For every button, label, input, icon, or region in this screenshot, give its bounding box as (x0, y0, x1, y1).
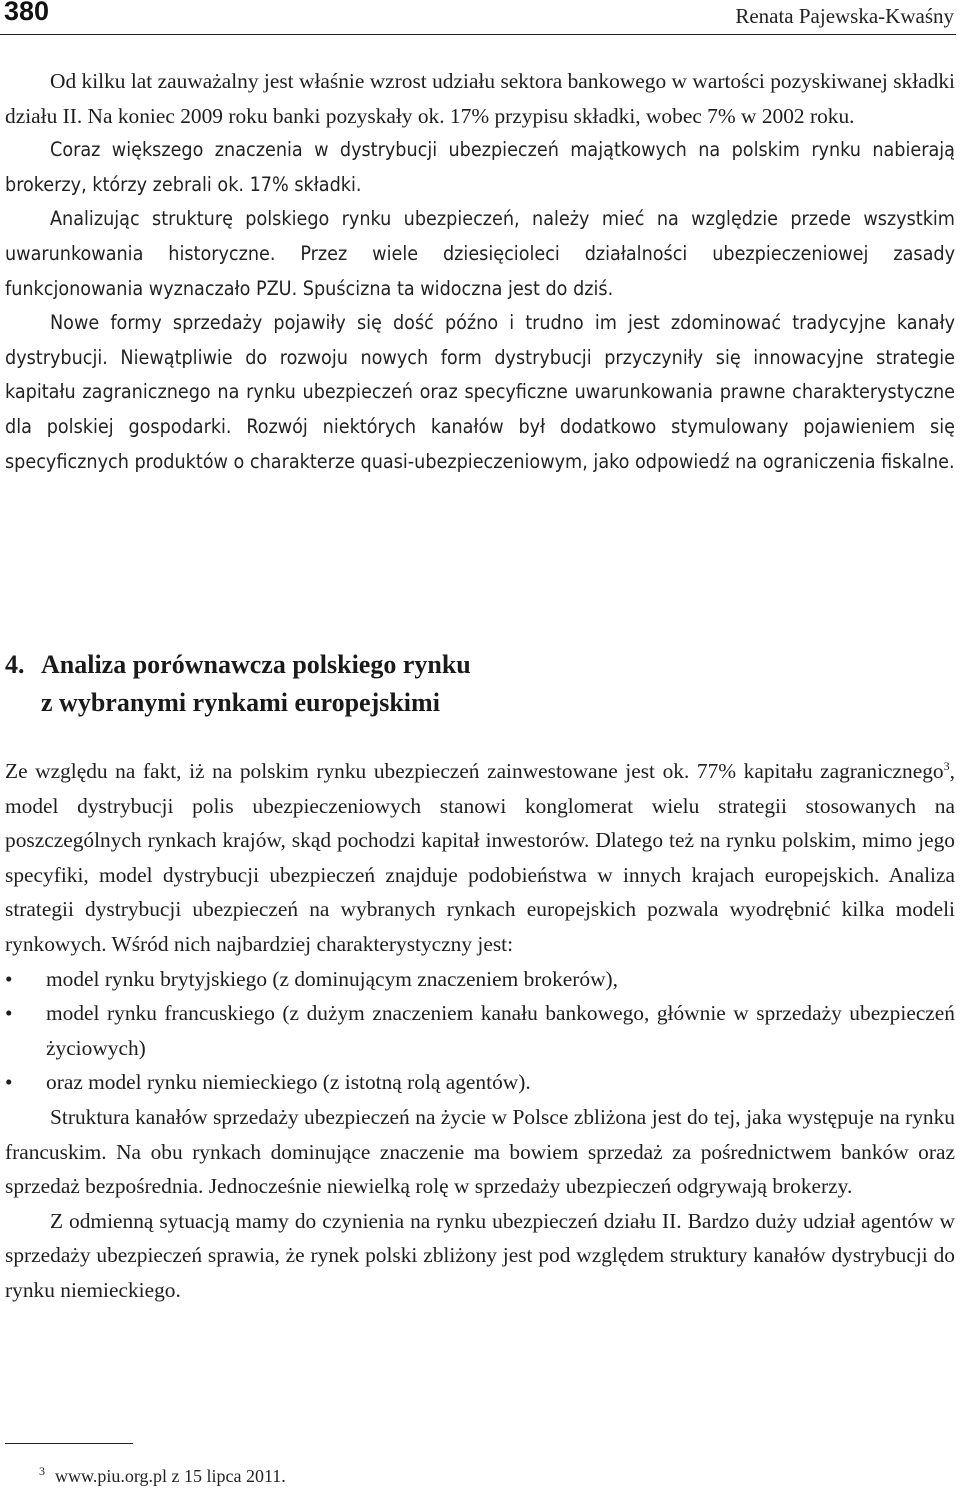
bullet-icon: • (5, 1001, 13, 1026)
list-item (5, 962, 955, 997)
bullet-icon: • (5, 1070, 13, 1095)
section-heading (5, 646, 905, 722)
market-models-list (5, 962, 955, 1100)
footnote-divider (5, 1443, 133, 1444)
paragraph-foreign-capital-part-2: , model dystrybucji polis ubezpieczeniowych stanowi konglomerat wielu strategii stosowanych na poszczególnych rynkach krajów, skąd pochodzi kapitał inwestorów. Dlatego też na rynku polskim, mimo jego specyfiki, model dystrybucji ubezpieczeń znajduje podobieństwa w innych krajach europejskich. Analiza strategii dystrybucji ubezpieczeń na wybranych rynkach europejskich pozwala wyodrębnić kilka modeli rynkowych. Wśród nich najbardziej charakterystyczny jest: (5, 759, 955, 956)
paragraph-brokers: Coraz większego znaczenia w dystrybucji ubezpieczeń majątkowych na polskim rynku nabierają brokerzy, którzy zebrali ok. 17% składki. (5, 138, 955, 196)
section-text-block (5, 754, 955, 1308)
paragraph-historical-structure: Analizując strukturę polskiego rynku ubezpieczeń, należy mieć na względzie przede wszystkim uwarunkowania historyczne. Przez wiele dziesięcioleci działalności ubezpieczeniowej zasady funkcjonowania wyznaczało PZU. Spuścizna ta widoczna jest do dziś. (5, 207, 955, 300)
intro-text-block (5, 64, 955, 479)
list-item (5, 1065, 955, 1100)
list-item (5, 996, 955, 1065)
section-number: 4. (5, 650, 25, 679)
bullet-icon: • (5, 966, 13, 991)
page-number: 380 (4, 0, 50, 26)
list-item-text: oraz model rynku niemieckiego (z istotną rolą agentów). (46, 1070, 531, 1095)
page-header (0, 0, 956, 35)
list-item-text: model rynku francuskiego (z dużym znaczeniem kanału bankowego, głównie w sprzedaży ubezpieczeń życiowych) (46, 1001, 955, 1060)
paragraph-foreign-capital (5, 754, 955, 962)
section-title-line-1: Analiza porównawcza polskiego rynku (41, 650, 471, 679)
paragraph-foreign-capital-part-1: Ze względu na fakt, iż na polskim rynku ubezpieczeń zainwestowane jest ok. 77% kapitału zagranicznego (5, 759, 944, 783)
paragraph-bank-sector: Od kilku lat zauważalny jest właśnie wzrost udziału sektora bankowego w wartości pozyskiwanej składki działu II. Na koniec 2009 roku banki pozyskały ok. 17% przypisu składki, wobec 7% w 2002 roku. (5, 69, 955, 128)
paragraph-life-insurance-structure: Struktura kanałów sprzedaży ubezpieczeń na życie w Polsce zbliżona jest do tej, jaka występuje na rynku francuskim. Na obu rynkach dominujące znaczenie ma bowiem sprzedaż za pośrednictwem banków oraz sprzedaż bezpośrednia. Jednocześnie niewielką rolę w sprzedaży ubezpieczeń odgrywają brokerzy. (5, 1104, 955, 1199)
running-head-author: Renata Pajewska-Kwaśny (735, 4, 954, 28)
section-title-line-2: z wybranymi rynkami europejskimi (41, 688, 440, 717)
list-item-text: model rynku brytyjskiego (z dominującym znaczeniem brokerów), (46, 966, 619, 991)
footnote-link-text[interactable]: www.piu.org.pl z 15 lipca 2011. (55, 1466, 286, 1486)
paragraph-new-sales-forms: Nowe formy sprzedaży pojawiły się dość późno i trudno im jest zdominować tradycyjne kanały dystrybucji. Niewątpliwie do rozwoju nowych form dystrybucji przyczyniły się innowacyjne strategie kapitału zagranicznego na rynku ubezpieczeń oraz specyficzne uwarunkowania prawne charakterystyczne dla polskiej gospodarki. Rozwój niektórych kanałów był dodatkowo stymulowany pojawieniem się specyficznych produktów o charakterze quasi-ubezpieczeniowym, jako odpowiedź na ograniczenia fiskalne. (5, 311, 955, 473)
footnote-reference[interactable]: 3 (943, 758, 950, 773)
footnote (39, 1464, 286, 1487)
paragraph-non-life-structure: Z odmienną sytuacją mamy do czynienia na rynku ubezpieczeń działu II. Bardzo duży udział agentów w sprzedaży ubezpieczeń sprawia, że rynek polski zbliżony jest pod względem struktury kanałów dystrybucji do rynku niemieckiego. (5, 1208, 955, 1302)
footnote-mark: 3 (39, 1464, 45, 1478)
